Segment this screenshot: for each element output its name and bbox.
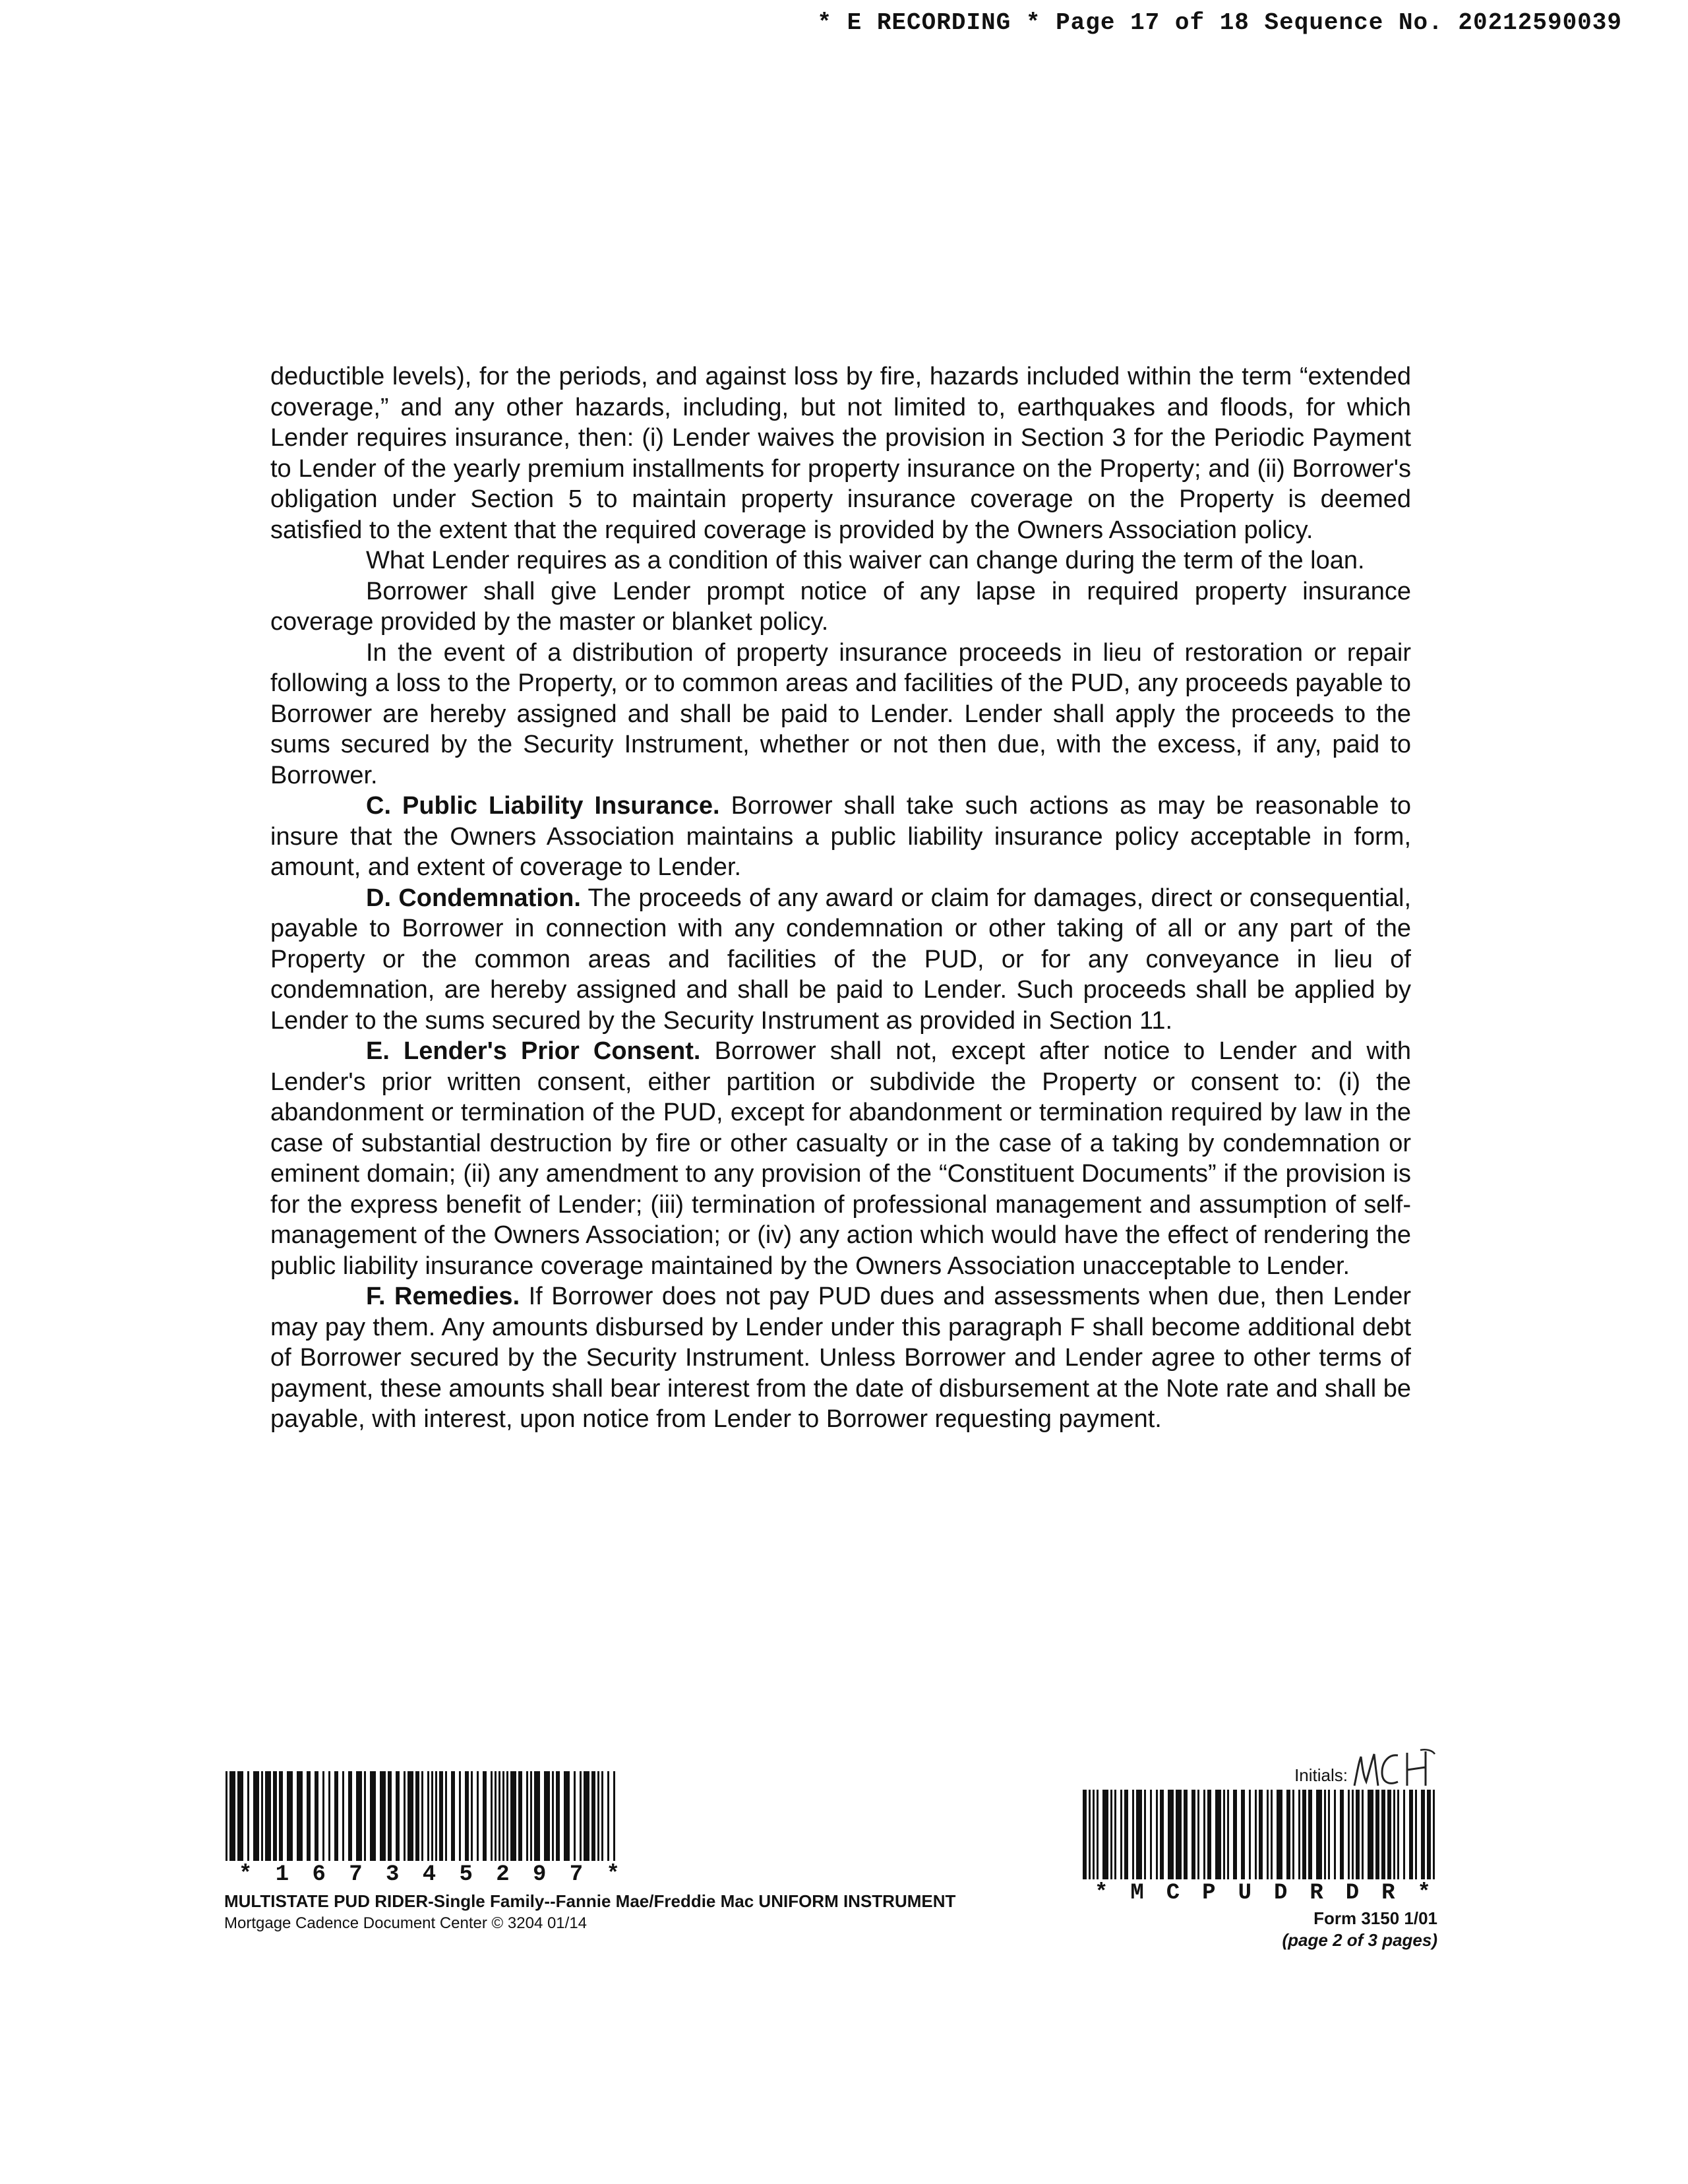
barcode-bar xyxy=(1184,1790,1188,1879)
barcode-bar xyxy=(364,1771,366,1861)
barcode-bar xyxy=(445,1771,447,1861)
form-barcode xyxy=(1081,1790,1437,1879)
barcode-bar xyxy=(584,1771,589,1861)
barcode-bar xyxy=(1356,1790,1360,1879)
rider-body-text xyxy=(270,361,1411,1435)
barcode-bar xyxy=(247,1771,249,1861)
barcode-char: D xyxy=(1273,1881,1288,1906)
barcode-bar xyxy=(526,1771,528,1861)
barcode-bar xyxy=(1308,1790,1312,1879)
barcode-bar xyxy=(506,1771,508,1861)
barcode-bar xyxy=(530,1771,532,1861)
barcode-bar xyxy=(574,1771,576,1861)
paragraph-insurance-proceeds: In the event of a distribution of property insurance proceeds in lieu of restoration or repair following a loss to the Property, or to common areas and facilities of the PUD, any proceeds payable to Borrower are hereby assigned and shall be paid to Lender. Lender shall apply the proceeds to the sums secured by the Security Instrument, whether or not then due, with the excess, if any, paid to Borrower. xyxy=(270,638,1411,789)
barcode-bar xyxy=(328,1771,330,1861)
section-c-text: Borrower shall take such actions as may be reasonable to insure that the Owners Association maintains a public liability insurance policy acceptable in form, amount, and extent of coverage to Lender. xyxy=(270,792,1412,881)
barcode-bar xyxy=(1421,1790,1425,1879)
barcode-char: P xyxy=(1202,1881,1216,1906)
barcode-bar xyxy=(1093,1790,1095,1879)
barcode-char: 2 xyxy=(496,1862,510,1887)
barcode-bar xyxy=(601,1771,603,1861)
paragraph-lapse-notice: Borrower shall give Lender prompt notice of any lapse in required property insurance coverage provided by the master or blanket policy. xyxy=(270,577,1411,636)
barcode-char: 3 xyxy=(386,1862,400,1887)
barcode-bar xyxy=(297,1771,303,1861)
barcode-bar xyxy=(607,1771,609,1861)
barcode-char: 6 xyxy=(312,1862,326,1887)
barcode-bar xyxy=(435,1771,437,1861)
barcode-bar xyxy=(1409,1790,1413,1879)
barcode-bar xyxy=(1110,1790,1112,1879)
barcode-bar xyxy=(1267,1790,1269,1879)
barcode-char: 5 xyxy=(459,1862,473,1887)
barcode-char: U xyxy=(1238,1881,1251,1906)
barcode-bar xyxy=(1292,1790,1294,1879)
barcode-bar xyxy=(322,1771,324,1861)
barcode-bar xyxy=(226,1771,227,1861)
barcode-bar xyxy=(1191,1790,1195,1879)
barcode-bar xyxy=(1097,1790,1099,1879)
barcode-bar xyxy=(1324,1790,1326,1879)
barcode-bar xyxy=(564,1771,570,1861)
barcode-bar xyxy=(1381,1790,1385,1879)
barcode-char: D xyxy=(1345,1881,1360,1906)
section-e-heading: E. Lender's Prior Consent. xyxy=(366,1037,701,1065)
page-count: (page 2 of 3 pages) xyxy=(1282,1930,1437,1950)
initials-label: Initials: xyxy=(1294,1765,1348,1785)
barcode-bar xyxy=(388,1771,392,1861)
barcode-char: R xyxy=(1310,1881,1323,1906)
form-title: MULTISTATE PUD RIDER-Single Family--Fannie Mae/Freddie Mac UNIFORM INSTRUMENT xyxy=(224,1891,956,1911)
barcode-bar xyxy=(307,1771,311,1861)
barcode-bar xyxy=(421,1771,423,1861)
initials-signature xyxy=(1352,1747,1437,1790)
barcode-bar xyxy=(544,1771,550,1861)
barcode-bar xyxy=(237,1771,243,1861)
barcode-bar xyxy=(580,1771,582,1861)
section-d-condemnation xyxy=(270,883,1411,1037)
barcode-bar xyxy=(1316,1790,1322,1879)
form-barcode-caption xyxy=(1081,1881,1437,1906)
barcode-bar xyxy=(1362,1790,1364,1879)
barcode-bar xyxy=(1433,1790,1435,1879)
barcode-bar xyxy=(1286,1790,1290,1879)
barcode-char: 9 xyxy=(533,1862,547,1887)
barcode-bar xyxy=(1176,1790,1182,1879)
barcode-bar xyxy=(1124,1790,1128,1879)
barcode-char: 7 xyxy=(569,1862,584,1887)
initials-row xyxy=(1081,1747,1437,1790)
barcode-bar xyxy=(370,1771,376,1861)
barcode-bar xyxy=(1334,1790,1336,1879)
barcode-bar xyxy=(613,1771,615,1861)
barcode-bar xyxy=(342,1771,344,1861)
barcode-bar xyxy=(348,1771,352,1861)
barcode-bar xyxy=(1427,1790,1431,1879)
barcode-bar xyxy=(534,1771,540,1861)
barcode-bar xyxy=(1223,1790,1225,1879)
barcode-bar xyxy=(1215,1790,1221,1879)
form-number: Form 3150 1/01 xyxy=(1313,1908,1437,1928)
barcode-char: 4 xyxy=(422,1862,437,1887)
barcode-bar xyxy=(459,1771,461,1861)
barcode-char: * xyxy=(239,1862,253,1887)
footer-left xyxy=(224,1771,1081,1933)
barcode-bar xyxy=(415,1771,419,1861)
barcode-bar xyxy=(597,1771,599,1861)
barcode-bar xyxy=(552,1771,554,1861)
barcode-bar xyxy=(1207,1790,1211,1879)
barcode-bar xyxy=(498,1771,500,1861)
recording-header: * E RECORDING * Page 17 of 18 Sequence No. 20212590039 xyxy=(817,9,1622,36)
barcode-char: R xyxy=(1381,1881,1395,1906)
barcode-bar xyxy=(1393,1790,1395,1879)
barcode-char: 1 xyxy=(275,1862,289,1887)
barcode-bar xyxy=(1387,1790,1391,1879)
barcode-bar xyxy=(1340,1790,1344,1879)
barcode-char: * xyxy=(1095,1881,1108,1906)
barcode-bar xyxy=(1241,1790,1245,1879)
section-c-public-liability xyxy=(270,791,1411,883)
barcode-bar xyxy=(431,1771,433,1861)
barcode-bar xyxy=(427,1771,429,1861)
barcode-bar xyxy=(1197,1790,1199,1879)
barcode-bar xyxy=(491,1771,493,1861)
barcode-char: 7 xyxy=(349,1862,363,1887)
section-f-heading: F. Remedies. xyxy=(366,1283,520,1310)
barcode-bar xyxy=(404,1771,406,1861)
barcode-bar xyxy=(334,1771,338,1861)
barcode-bar xyxy=(273,1771,277,1861)
barcode-bar xyxy=(1375,1790,1379,1879)
barcode-bar xyxy=(1259,1790,1263,1879)
barcode-bar xyxy=(556,1771,560,1861)
document-barcode xyxy=(224,1771,620,1861)
barcode-bar xyxy=(1227,1790,1229,1879)
barcode-bar xyxy=(1415,1790,1417,1879)
barcode-bar xyxy=(1302,1790,1306,1879)
barcode-bar xyxy=(1255,1790,1257,1879)
barcode-bar xyxy=(1150,1790,1152,1879)
section-e-text: Borrower shall not, except after notice to Lender and with Lender's prior written consent, either partition or subdivide the Property or consent to: (i) the abandonment or termination of the PUD, except for abandonment or termination required by law in the case of substantial destruction by fire or other casualty or in the case of a taking by condemnation or eminent domain; (ii) any amendment to any provision of the “Constituent Documents” if the provision is for the express benefit of Lender; (iii) termination of professional management and assumption of self-management of the Owners Association; or (iv) any action which would have the effect of rendering the public liability insurance coverage maintained by the Owners Association unacceptable to Lender. xyxy=(270,1037,1412,1280)
barcode-bar xyxy=(1348,1790,1350,1879)
barcode-bar xyxy=(1120,1790,1122,1879)
barcode-char: * xyxy=(606,1862,620,1887)
barcode-bar xyxy=(1144,1790,1146,1879)
paragraph-waiver-conditions: deductible levels), for the periods, and against loss by fire, hazards included within the term “extended coverage,” and any other hazards, including, but not limited to, earthquakes and floods, for which Lender requires insurance, then: (i) Lender waives the provision in Section 3 for the Periodic Payment to Lender of the yearly premium installments for property insurance on the Property; and (ii) Borrower's obligation under Section 5 to maintain property insurance coverage on the Property is deemed satisfied to the extent that the required coverage is provided by the Owners Association policy. xyxy=(270,363,1411,544)
barcode-bar xyxy=(477,1771,479,1861)
barcode-bar xyxy=(439,1771,443,1861)
barcode-bar xyxy=(471,1771,473,1861)
barcode-bar xyxy=(1249,1790,1251,1879)
section-f-text: If Borrower does not pay PUD dues and assessments when due, then Lender may pay them. Any amounts disbursed by Lender under this paragraph F shall become additional debt of Borrower secured by the Security Instrument. Unless Borrower and Lender agree to other terms of payment, these amounts shall bear interest from the date of disbursement at the Note rate and shall be payable, with interest, upon notice from Lender to Borrower requesting payment. xyxy=(270,1283,1411,1433)
barcode-bar xyxy=(1271,1790,1273,1879)
barcode-bar xyxy=(1403,1790,1405,1879)
barcode-bar xyxy=(407,1771,413,1861)
barcode-bar xyxy=(1233,1790,1237,1879)
barcode-bar xyxy=(495,1771,497,1861)
barcode-bar xyxy=(510,1771,516,1861)
barcode-bar xyxy=(265,1771,271,1861)
barcode-bar xyxy=(1277,1790,1282,1879)
section-d-heading: D. Condemnation. xyxy=(366,884,581,912)
barcode-bar xyxy=(1132,1790,1134,1879)
barcode-bar xyxy=(1368,1790,1373,1879)
barcode-bar xyxy=(483,1771,487,1861)
barcode-bar xyxy=(287,1771,293,1861)
barcode-bar xyxy=(1102,1790,1108,1879)
footer-right xyxy=(1081,1747,1464,1951)
barcode-bar xyxy=(591,1771,595,1861)
barcode-bar xyxy=(356,1771,362,1861)
barcode-bar xyxy=(1298,1790,1300,1879)
barcode-bar xyxy=(1203,1790,1205,1879)
barcode-bar xyxy=(1083,1790,1087,1879)
barcode-bar xyxy=(1089,1790,1091,1879)
barcode-bar xyxy=(1352,1790,1354,1879)
barcode-bar xyxy=(1156,1790,1158,1879)
barcode-bar xyxy=(396,1771,400,1861)
barcode-bar xyxy=(315,1771,318,1861)
barcode-bar xyxy=(1136,1790,1142,1879)
barcode-bar xyxy=(279,1771,283,1861)
barcode-bar xyxy=(1168,1790,1174,1879)
section-f-remedies xyxy=(270,1281,1411,1435)
barcode-char: * xyxy=(1417,1881,1431,1906)
paragraph-waiver-change: What Lender requires as a condition of this waiver can change during the term of the loan. xyxy=(366,547,1365,574)
barcode-char: C xyxy=(1166,1881,1180,1906)
barcode-bar xyxy=(380,1771,386,1861)
barcode-char: M xyxy=(1130,1881,1144,1906)
barcode-bar xyxy=(518,1771,522,1861)
document-barcode-caption xyxy=(224,1862,620,1887)
section-d-text: The proceeds of any award or claim for damages, direct or consequential, payable to Borrower in connection with any condemnation or other taking of all or any part of the Property or the common areas and facilities of the PUD, or for any conveyance in lieu of condemnation, are hereby assigned and shall be paid to Lender. Such proceeds shall be applied by Lender to the sums secured by the Security Instrument as provided in Section 11. xyxy=(270,884,1411,1035)
barcode-bar xyxy=(451,1771,455,1861)
barcode-bar xyxy=(1397,1790,1399,1879)
barcode-bar xyxy=(465,1771,469,1861)
barcode-bar xyxy=(261,1771,263,1861)
barcode-bar xyxy=(253,1771,259,1861)
section-e-prior-consent xyxy=(270,1036,1411,1281)
barcode-bar xyxy=(1328,1790,1330,1879)
barcode-bar xyxy=(1114,1790,1116,1879)
section-c-heading: C. Public Liability Insurance. xyxy=(366,792,720,820)
barcode-bar xyxy=(502,1771,504,1861)
document-center: Mortgage Cadence Document Center © 3204 01/14 xyxy=(224,1914,588,1932)
barcode-bar xyxy=(229,1771,235,1861)
barcode-bar xyxy=(1160,1790,1164,1879)
